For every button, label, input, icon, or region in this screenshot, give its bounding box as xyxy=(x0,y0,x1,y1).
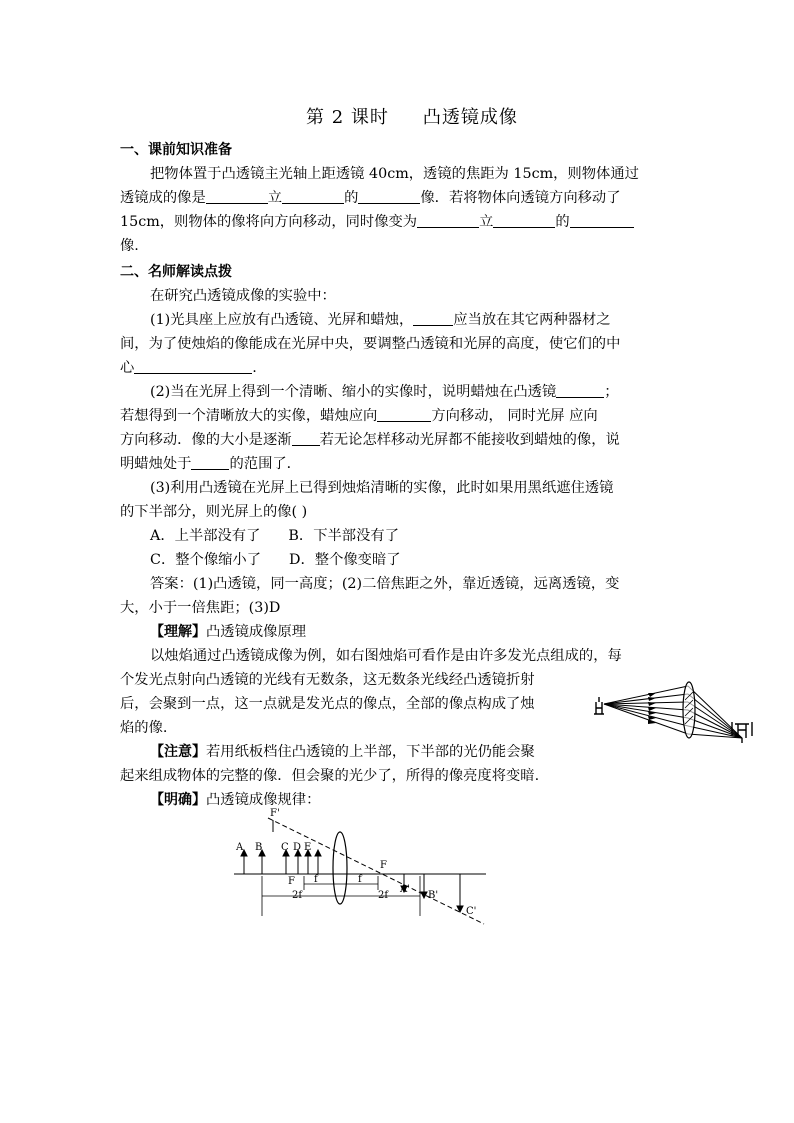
light-rays xyxy=(604,686,742,738)
label-2f-right: 2f xyxy=(378,890,389,901)
label-2f-left: 2f xyxy=(292,890,303,901)
answer-blank[interactable] xyxy=(358,188,420,204)
answer-blank[interactable] xyxy=(206,188,268,204)
rules-heading: 【明确】凸透镜成像规律： xyxy=(150,792,321,808)
dimension-lines xyxy=(262,876,420,916)
label-f-left: F xyxy=(288,876,295,887)
question-1-line-1: (1)光具座上应放有凸透镜、光屏和蜡烛， 应当放在其它两种器材之 xyxy=(150,312,611,328)
prep-line-2: 透镜成的像是 立 的 像．若将物体向透镜方向移动了 xyxy=(120,190,621,206)
question-2-line-2: 若想得到一个清晰放大的实像，蜡烛应向 方向移动， 同时光屏 应向 xyxy=(120,408,598,424)
object-arrows xyxy=(241,850,321,874)
question-1-line-3: 心 . xyxy=(120,360,257,376)
section-heading-reading: 二、名师解读点拨 xyxy=(120,264,232,280)
label-f-right: F xyxy=(380,860,387,871)
page-title xyxy=(306,108,518,128)
label-b-image: B' xyxy=(428,890,439,901)
dashed-ray xyxy=(268,818,484,924)
understanding-heading: 【理解】凸透镜成像原理 xyxy=(150,624,307,640)
option-b[interactable]: B．下半部没有了 xyxy=(288,528,399,544)
label-c-image: C' xyxy=(466,906,477,917)
candle-icon xyxy=(594,697,604,714)
question-2-line-4: 明蜡烛处于 的范围了． xyxy=(120,456,301,472)
principle-line-2: 个发光点射向凸透镜的光线有无数条，这无数条光线经凸透镜折射 xyxy=(120,672,535,688)
lesson-topic: 凸透镜成像 xyxy=(422,107,518,128)
answer-blank[interactable] xyxy=(417,212,479,228)
convex-lens xyxy=(333,832,347,904)
principle-line-3: 后，会聚到一点，这一点就是发光点的像点，全部的像点构成了烛 xyxy=(120,696,535,712)
question-2-line-1: (2)当在光屏上得到一个清晰、缩小的实像时，说明蜡烛在凸透镜 ； xyxy=(150,384,619,400)
note-line-1: 【注意】若用纸板档住凸透镜的上半部，下半部的光仍能会聚 xyxy=(150,744,535,760)
answer-blank[interactable] xyxy=(413,310,453,326)
label-f-prime: F' xyxy=(270,808,280,819)
label-d: D xyxy=(293,842,302,853)
prep-line-1: 把物体置于凸透镜主光轴上距透镜 40cm，透镜的焦距为 15cm，则物体通过 xyxy=(150,166,639,182)
imaging-rule-diagram xyxy=(228,806,496,930)
convex-lens xyxy=(683,682,695,738)
answer-blank[interactable] xyxy=(377,406,431,422)
prep-line-3: 15cm，则物体的像将向方向移动，同时像变为 立 的 xyxy=(120,212,634,232)
answer-blank[interactable] xyxy=(556,382,604,398)
candle-lens-figure xyxy=(592,680,758,754)
option-a[interactable]: A．上半部没有了 xyxy=(150,528,261,544)
experiment-intro: 在研究凸透镜成像的实验中： xyxy=(150,288,336,304)
lesson-number: 第 2 课时 xyxy=(306,107,389,128)
label-c: C xyxy=(281,842,289,853)
prep-line-4: 像. xyxy=(120,238,139,254)
answer-blank[interactable] xyxy=(493,212,555,228)
section-heading-prep: 一、课前知识准备 xyxy=(120,142,232,158)
label-a: A xyxy=(236,842,244,853)
question-2-line-3: 方向移动．像的大小是逐渐 若无论怎样移动光屏都不能接收到蜡烛的像，说 xyxy=(120,432,620,448)
answer-blank[interactable] xyxy=(570,212,634,228)
note-line-2: 起来组成物体的完整的像．但会聚的光少了，所得的像亮度将变暗. xyxy=(120,768,540,784)
principle-line-4: 焰的像. xyxy=(120,720,168,736)
option-c[interactable]: C．整个像缩小了 xyxy=(150,552,262,568)
question-1-line-2: 间，为了使烛焰的像能成在光屏中央，要调整凸透镜和光屏的高度，使它们的中 xyxy=(120,336,621,352)
question-3-line-1: (3)利用凸透镜在光屏上已得到烛焰清晰的实像，此时如果用黑纸遮住透镜 xyxy=(150,480,614,496)
answer-blank[interactable] xyxy=(292,430,320,446)
answer-blank[interactable] xyxy=(191,454,229,470)
label-f-1: f xyxy=(314,874,318,885)
label-b: B xyxy=(255,842,263,853)
label-a-image: A' xyxy=(400,884,410,895)
principle-line-1: 以烛焰通过凸透镜成像为例，如右图烛焰可看作是由许多发光点组成的，每 xyxy=(150,648,622,664)
answer-line-1: 答案：(1)凸透镜，同一高度；(2)二倍焦距之外，靠近透镜，远离透镜，变 xyxy=(150,576,620,592)
label-e: E xyxy=(304,842,312,853)
question-3-line-2: 的下半部分，则光屏上的像( ) xyxy=(120,504,308,520)
option-row-2 xyxy=(150,550,401,570)
option-d[interactable]: D．整个像变暗了 xyxy=(289,552,401,568)
answer-blank[interactable] xyxy=(282,188,344,204)
answer-blank[interactable] xyxy=(134,358,252,374)
label-f-2: f xyxy=(358,874,362,885)
answer-line-2: 大，小于一倍焦距；(3)D xyxy=(120,600,281,616)
option-row-1 xyxy=(150,526,399,546)
